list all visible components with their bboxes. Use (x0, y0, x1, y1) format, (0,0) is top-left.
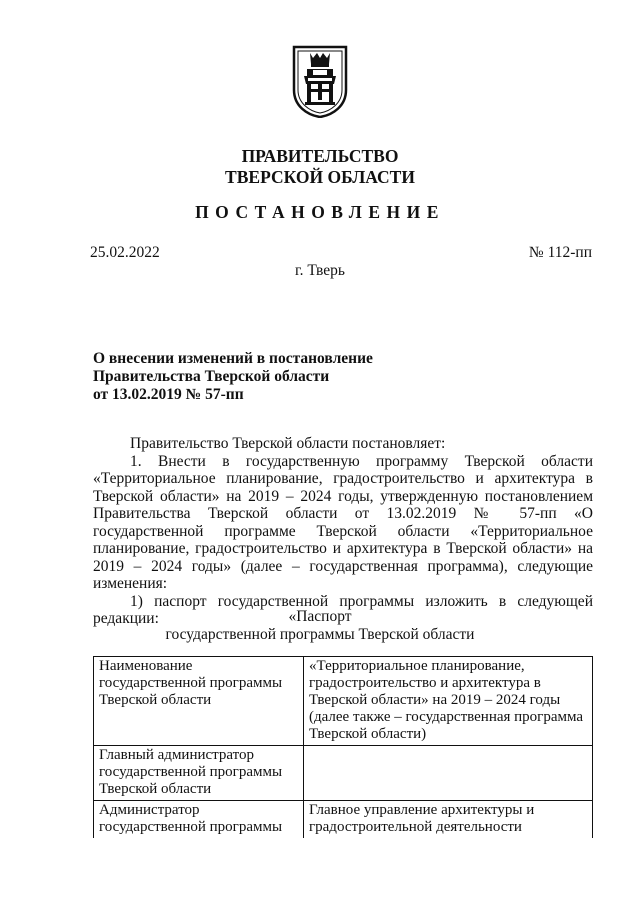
passport-heading-line1: «Паспорт (288, 608, 352, 625)
passport-heading-line2: государственной программы Тверской области (165, 626, 475, 643)
subject-line3: от 13.02.2019 № 57-пп (93, 386, 244, 403)
passport-row-label: Главный администратор государственной программы Тверской области (94, 746, 304, 801)
government-title-line1: ПРАВИТЕЛЬСТВО (241, 146, 399, 166)
passport-row-label: Администратор государственной программы (94, 801, 304, 839)
document-city: г. Тверь (295, 262, 345, 279)
document-date: 25.02.2022 (90, 244, 160, 261)
subject-line2: Правительства Тверской области (93, 368, 330, 385)
passport-table (93, 656, 593, 838)
passport-row-value: «Территориальное планирование, градостроительство и архитектура в Тверской области» на 2019 – 2024 годы (далее также – государственная программа Тверской области) (304, 657, 593, 746)
passport-heading (0, 608, 640, 644)
passport-row-value: Главное управление архитектуры и градостроительной деятельности (304, 801, 593, 839)
passport-row-value (304, 746, 593, 801)
passport-row-label: Наименование государственной программы Тверской области (94, 657, 304, 746)
government-title-line2: ТВЕРСКОЙ ОБЛАСТИ (225, 167, 415, 187)
document-type: ПОСТАНОВЛЕНИЕ (195, 202, 445, 222)
table-row (94, 801, 593, 839)
document-subject (93, 350, 493, 404)
subject-line1: О внесении изменений в постановление (93, 350, 373, 367)
body-paragraph-2: 1. Внести в государственную программу Тверской области «Территориальное планирование, градостроительство и архитектура в Тверской области» на 2019 – 2024 годы, утвержденную постановлением Правительства Тверской области от 13.02.2019 № 57-пп «О государственной программе Тверской области «Территориальное планирование, градостроительство и архитектура в Тверской области» на 2019 – 2024 годы» (далее – государственная программа), следующие изменения: (93, 452, 593, 592)
body-paragraph-3: 1) паспорт государственной программы изложить в следующей редакции: (93, 592, 593, 627)
body-paragraph-1: Правительство Тверской области постановляет: (130, 435, 446, 452)
document-body (93, 435, 593, 628)
table-row (94, 746, 593, 801)
document-number: № 112-пп (528, 244, 592, 261)
coat-of-arms-emblem (291, 44, 349, 118)
table-row (94, 657, 593, 746)
